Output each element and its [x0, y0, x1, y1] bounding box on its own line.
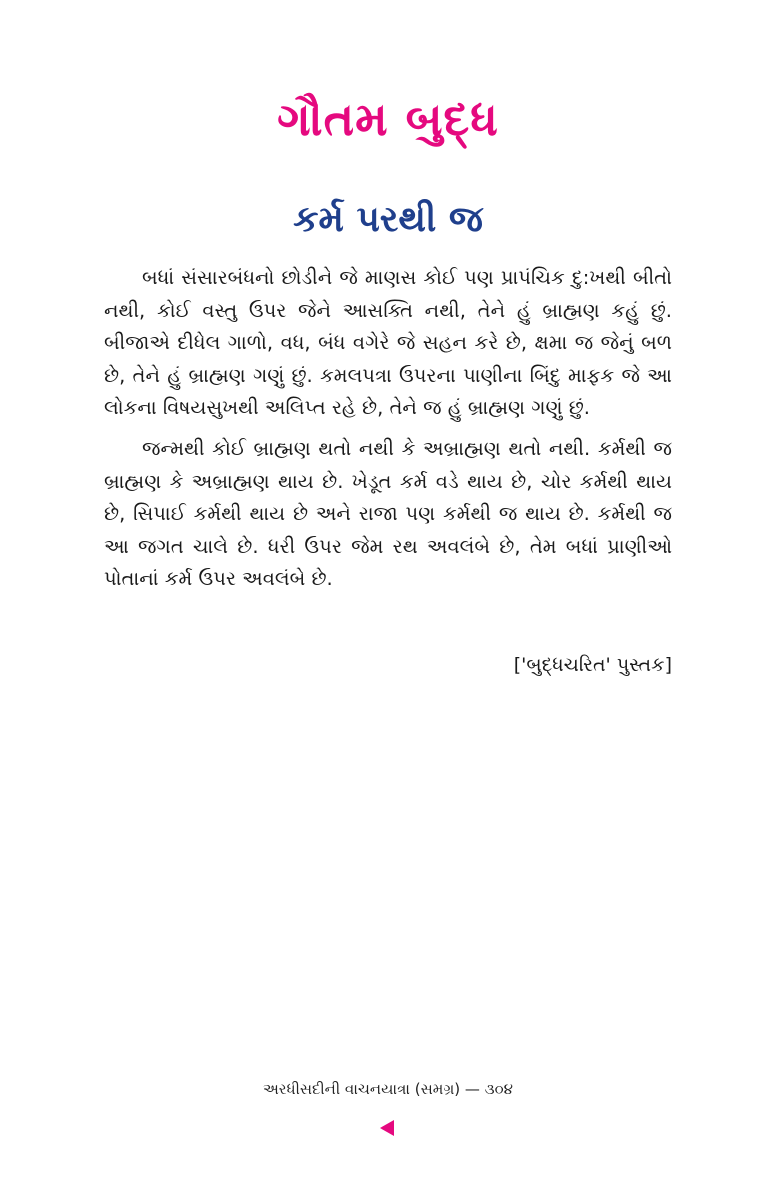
- article-title: કર્મ પરથી જ: [293, 199, 483, 240]
- left-triangle-icon[interactable]: [380, 1120, 394, 1136]
- paragraph-1: બધાં સંસારબંધનો છોડીને જે માણસ કોઈ પણ પ્રાપંચિક દુ:ખથી બીતો નથી, કોઈ વસ્તુ ઉપર જેને આસક્તિ નથી, તેને હું બ્રાહ્મણ કહું છું. બીજાએ દીધેલ ગાળો, વધ, બંધ વગેરે જે સહન કરે છે, ક્ષમા જ જેનું બળ છે, તેને હું બ્રાહ્મણ ગણું છું. કમલપત્રા ઉપરના પાણીના બિંદુ માફક જે આ લોકના વિષયસુખથી અલિપ્ત રહે છે, તેને જ હું બ્રાહ્મણ ગણું છું.: [104, 266, 672, 420]
- paragraph-2: જન્મથી કોઈ બ્રાહ્મણ થતો નથી કે અબ્રાહ્મણ થતો નથી. કર્મથી જ બ્રાહ્મણ કે અબ્રાહ્મણ થાય છે. ખેડૂત કર્મ વડે થાય છે, ચોર કર્મથી થાય છે, સિપાઈ કર્મથી થાય છે અને રાજા પણ કર્મથી જ થાય છે. કર્મથી જ આ જગત ચાલે છે. ધરી ઉપર જેમ રથ અવલંબે છે, તેમ બધાં પ્રાણીઓ પોતાનાં કર્મ ઉપર અવલંબે છે.: [104, 436, 672, 591]
- page-footer: અરધીસદીની વાચનયાત્રા (સમગ્ર) — ૩૦૪: [262, 1080, 513, 1098]
- source-citation: ['બુદ્ધચરિત' પુસ્તક]: [513, 654, 672, 676]
- article-body: [104, 262, 672, 604]
- author-heading: ગૌતમ બુદ્ધ: [277, 92, 499, 146]
